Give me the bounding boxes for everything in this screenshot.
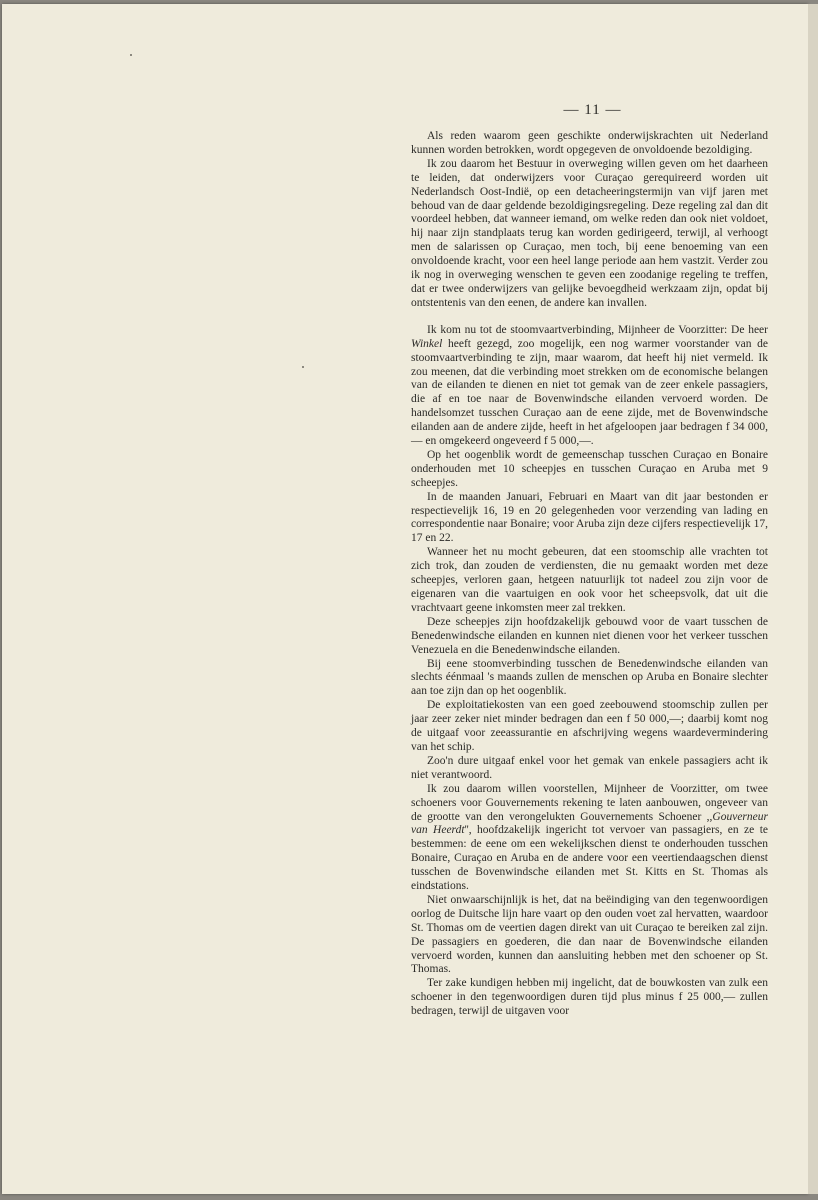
paper-speck: [302, 366, 304, 368]
paragraph: [411, 783, 768, 894]
paragraph: Zoo'n dure uitgaaf enkel voor het gemak van enkele passagiers acht ik niet verantwoord.: [411, 754, 768, 781]
paragraph: Als reden waarom geen geschikte onderwijskrachten uit Nederland kunnen worden betrokken, wordt opgegeven de onvoldoende bezoldiging.: [411, 130, 768, 156]
ship-name-emphasis: Gouverneur van Heerdt: [411, 810, 768, 837]
paper-speck: [130, 54, 132, 56]
paragraph: [411, 324, 768, 449]
paragraph: Bij eene stoomverbinding tusschen de Benedenwindsche eilanden van slechts éénmaal 's maands zullen de menschen op Aruba en Bonaire slechter aan toe zijn dan op het oogenblik.: [411, 657, 768, 698]
paragraph: Op het oogenblik wordt de gemeenschap tusschen Curaçao en Bonaire onderhouden met 10 scheepjes en tusschen Curaçao en Aruba met 9 scheepjes.: [411, 448, 768, 489]
paragraph: Deze scheepjes zijn hoofdzakelijk gebouwd voor de vaart tusschen de Benedenwindsche eilanden en kunnen niet dienen voor het verkeer tusschen Venezuela en die Benedenwindsche eilanden.: [411, 615, 768, 656]
page-edge: [808, 4, 818, 1194]
paragraph-text: Ik kom nu tot de stoomvaartverbinding, Mijnheer de Voorzitter: De heer: [427, 323, 768, 336]
paragraph: In de maanden Januari, Februari en Maart van dit jaar bestonden er respectievelijk 16, 19 en 20 gelegenheden voor verzending van lading en correspondentie naar Bonaire; voor Aruba zijn deze cijfers respectievelijk 17, 17 en 22.: [411, 490, 768, 545]
paragraph-text: Ik zou daarom willen voorstellen, Mijnheer de Voorzitter, om twee schoeners voor Gouvernements rekening te laten aanbouwen, ongeveer van de grootte van den verongelukten Gouvernements Schoener ,,: [411, 782, 768, 823]
paragraph: De exploitatiekosten van een goed zeebouwend stoomschip zullen per jaar zeer zeker niet minder bedragen dan een f 50 000,—; daarbij komt nog de uitgaaf voor zeeassurantie en afschrijving wegens waardevermindering van het schip.: [411, 699, 768, 753]
text-column: [411, 130, 768, 1019]
paragraph-text: heeft gezegd, zoo mogelijk, een nog warmer voorstander van de stoomvaartverbinding te zijn, maar waarom, dat heeft hij niet vermeld. Ik zou meenen, dat die verbinding moet strekken om de economische belangen van de eilanden te dienen en niet tot gemak van de zeer enkele passagiers, die af en toe naar de Bovenwindsche eilanden vervoerd worden. De handelsomzet tusschen Curaçao aan de eene zijde, met de Bovenwindsche eilanden aan de andere zijde, heeft in het afgeloopen jaar bedragen f 34 000,— en omgekeerd ongeveerd f 5 000,—.: [411, 337, 768, 448]
paragraph-text: '', hoofdzakelijk ingericht tot vervoer van passagiers, en ze te bestemmen: de eene om een wekelijkschen dienst te onderhouden tusschen Bonaire, Curaçao en Aruba en de andere voor een veertiendaagschen dienst tusschen de Bovenwindsche eilanden met St. Kitts en St. Thomas als eindstations.: [411, 824, 768, 893]
paragraph: Ik zou daarom het Bestuur in overweging willen geven om het daarheen te leiden, dat onderwijzers voor Curaçao gerequireerd worden uit Nederlandsch Oost-Indië, op een detacheeringstermijn van vijf jaren met behoud van de daar geldende bezoldigingsregeling. Deze regeling zal dan dit voordeel hebben, dat wanneer iemand, om welke reden dan ook niet voldoet, hij naar zijn standplaats terug kan worden gedirigeerd, terwijl, al verhoogt men de salarissen op Curaçao, men toch, bij eene benoeming van een onvoldoende kracht, voor een heel lange periode aan hem vastzit. Verder zou ik nog in overweging wenschen te geven een zoodanige regeling te treffen, dat er twee onderwijzers van gelijke bevoegdheid werkzaam zijn, opdat bij ontstentenis van den eenen, de andere kan invallen.: [411, 157, 768, 309]
page-number: — 11 —: [563, 102, 622, 118]
paragraph: Niet onwaarschijnlijk is het, dat na beëindiging van den tegenwoordigen oorlog de Duitsche lijn hare vaart op den ouden voet zal hervatten, waardoor St. Thomas om de veertien dagen direkt van uit Curaçao te bereiken zal zijn. De passagiers en goederen, die dan naar de Bovenwindsche eilanden vervoerd worden, kunnen dan aansluiting hebben met den schoener op St. Thomas.: [411, 893, 768, 976]
name-emphasis: Winkel: [411, 337, 443, 350]
paragraph: Ter zake kundigen hebben mij ingelicht, dat de bouwkosten van zulk een schoener in den tegenwoordigen duren tijd plus minus f 25 000,— zullen bedragen, terwijl de uitgaven voor: [411, 977, 768, 1018]
paragraph: Wanneer het nu mocht gebeuren, dat een stoomschip alle vrachten tot zich trok, dan zouden de verdiensten, die nu gemaakt worden met deze scheepjes, verloren gaan, hetgeen natuurlijk tot nadeel zou zijn voor de eigenaren van die vaartuigen en ook voor het scheepsvolk, dat uit die vrachtvaart geene inkomsten meer zal trekken.: [411, 546, 768, 614]
